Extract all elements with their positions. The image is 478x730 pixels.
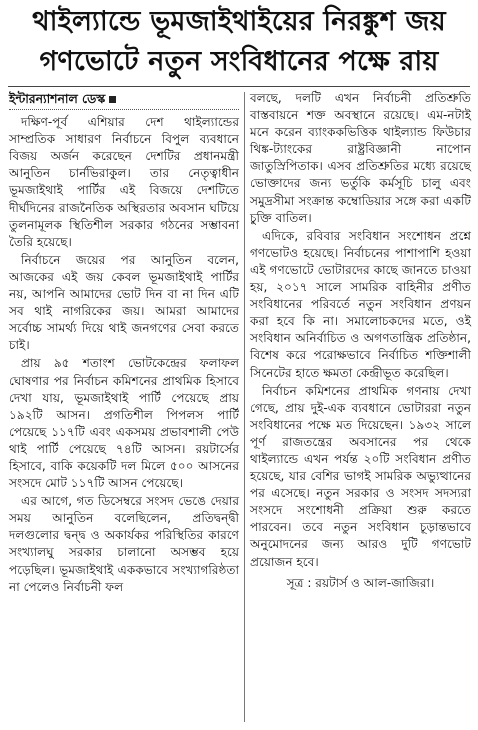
- headline-line-1: থাইল্যান্ডে ভূমজাইথাইয়ের নিরঙ্কুশ জয়: [32, 6, 446, 37]
- headline: [0, 0, 478, 80]
- bullet-icon: [109, 96, 116, 103]
- paragraph: দক্ষিণ-পূর্ব এশিয়ার দেশ থাইল্যান্ডের সাম্প্রতিক সাধারণ নির্বাচনে বিপুল ব্যবধানে বিজয় অর্জন করেছেন দেশটির প্রধানমন্ত্রী আনুতিন চার্নভিরাকুল। তার নেতৃত্বাধীন ভূমজাইথাই পার্টির এই বিজয়ে দেশটিতে দীর্ঘদিনের রাজনৈতিক অস্থিরতার অবসান ঘটিয়ে তুলনামূলক স্থিতিশীল সরকার গঠনের সম্ভাবনা তৈরি হয়েছে।: [9, 115, 239, 249]
- paragraph: এদিকে, রবিবার সংবিধান সংশোধন প্রশ্নে গণভোটও হয়েছে। নির্বাচনের পাশাপাশি হওয়া এই গণভোটে ভোটারদের কাছে জানতে চাওয়া হয়, ২০১৭ সালে সামরিক বাহিনীর প্রণীত সংবিধানের পরিবর্তে নতুন সংবিধান প্রণয়ন করা হবে কি না। সমালোচকদের মতে, ওই সংবিধান অনির্বাচিত ও অগণতান্ত্রিক প্রতিষ্ঠান, বিশেষ করে পরোক্ষভাবে নির্বাচিত শক্তিশালী সিনেটের হাতে ক্ষমতা কেন্দ্রীভূত করেছিল।: [250, 228, 471, 380]
- paragraph: প্রায় ৯৫ শতাংশ ভোটকেন্দ্রের ফলাফল ঘোষণার পর নির্বাচন কমিশনের প্রাথমিক হিসাবে দেখা যায়, ভূমজাইথাই পার্টি পেয়েছে প্রায় ১৯২টি আসন। প্রগতিশীল পিপলস পার্টি পেয়েছে ১১৭টি এবং একসময় প্রভাবশালী পেউ থাই পার্টি পেয়েছে ৭৪টি আসন। রয়টার্সের হিসাবে, বাকি কয়েকটি দল মিলে ৫০০ আসনের সংসদে মোট ১১৭টি আসন পেয়েছে।: [9, 356, 239, 491]
- byline: [9, 90, 239, 107]
- column-divider: [244, 92, 245, 722]
- headline-line-2: গণভোটে নতুন সংবিধানের পক্ষে রায়: [39, 46, 439, 77]
- byline-text: ইন্টারন্যাশনাল ডেস্ক: [9, 91, 106, 106]
- paragraph: এর আগে, গত ডিসেম্বরে সংসদ ভেঙে দেয়ার সময় আনুতিন বলেছিলেন, প্রতিদ্বন্দ্বী দলগুলোর দ্বন্দ্ব ও অকার্যকর পরিস্থিতির কারণে সংখ্যালঘু সরকার চালানো অসম্ভব হয়ে পড়েছিল। ভূমজাইথাই এককভাবে সংখ্যাগরিষ্ঠতা না পেলেও নির্বাচনী ফল: [9, 494, 239, 594]
- paragraph: নির্বাচনে জয়ের পর আনুতিন বলেন, আজকের এই জয় কেবল ভূমজাইথাই পার্টির নয়, আপনি আমাদের ভোট দিন বা না দিন এটি সব থাই নাগরিকের জয়। আমরা আমাদের সর্বোচ্চ সামর্থ্য দিয়ে থাই জনগণের সেবা করতে চাই।: [9, 252, 239, 353]
- left-column: [9, 90, 239, 597]
- right-column: [250, 90, 471, 593]
- paragraph: বলছে, দলটি এখন নির্বাচনী প্রতিশ্রুতি বাস্তবায়নে শক্ত অবস্থানে রয়েছে। এম-নটাই মনে করেন ব্যাংককভিত্তিক থাইল্যান্ড ফিউচার থিঙ্ক-ট্যাংকের রাষ্ট্রবিজ্ঞানী নাপোন জাতুস্রিপিতাক। এসব প্রতিশ্রুতির মধ্যে রয়েছে ভোক্তাদের জন্য ভর্তুকি কর্মসূচি চালু এবং সমুদ্রসীমা সংক্রান্ত কম্বোডিয়ার সঙ্গে করা একটি চুক্তি বাতিল।: [250, 91, 471, 225]
- source-credit: সূত্র : রয়টার্স ও আল-জাজিরা।: [286, 575, 435, 590]
- headline-rule: [8, 86, 470, 87]
- paragraph: নির্বাচন কমিশনের প্রাথমিক গণনায় দেখা গেছে, প্রায় দুই-এক ব্যবধানে ভোটাররা নতুন সংবিধানের পক্ষে মত দিয়েছেন। ১৯৩২ সালে পূর্ণ রাজতন্ত্রের অবসানের পর থেকে থাইল্যান্ডে এখন পর্যন্ত ২০টি সংবিধান প্রণীত হয়েছে, যার বেশির ভাগই সামরিক অভ্যুত্থানের পর এসেছে। নতুন সরকার ও সংসদ সদস্যরা সংসদে সংশোধনী প্রক্রিয়া শুরু করতে পারবেন। তবে নতুন সংবিধান চূড়ান্তভাবে অনুমোদনের জন্য আরও দুটি গণভোট প্রয়োজন হবে।: [250, 383, 471, 569]
- byline-divider: [9, 109, 239, 110]
